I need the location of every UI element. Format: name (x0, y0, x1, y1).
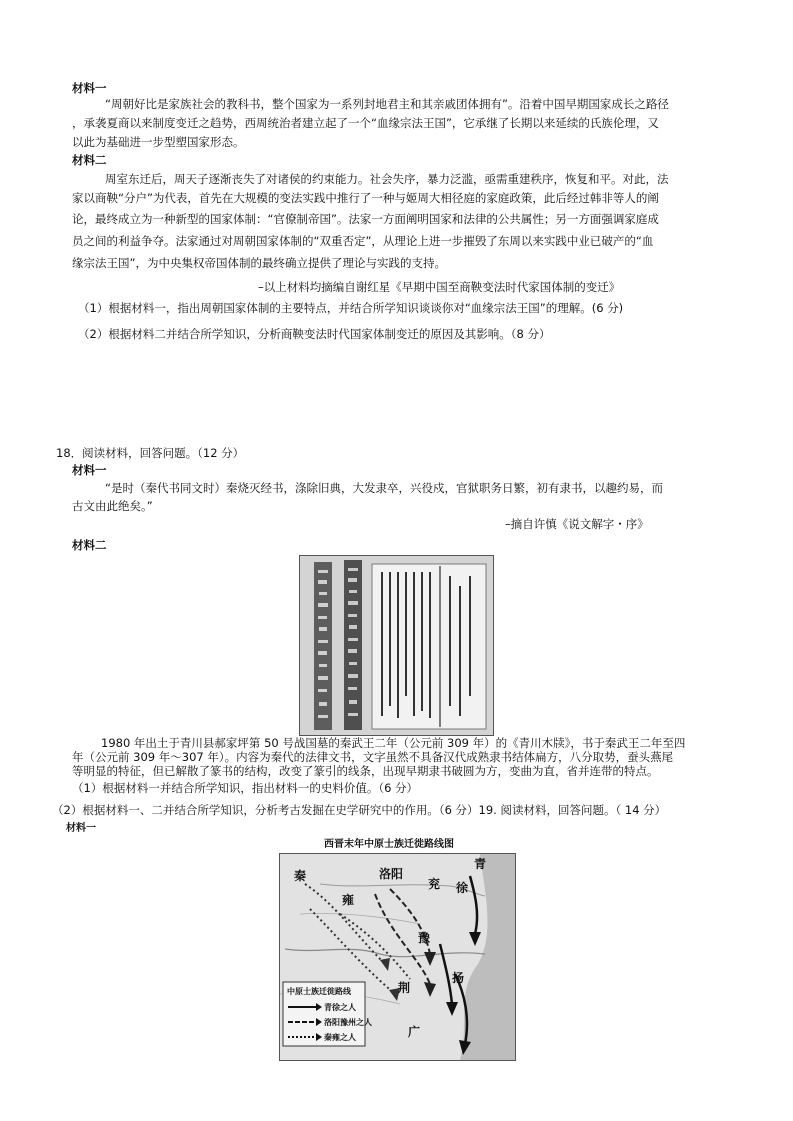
legend-item: 秦雍之人 (324, 1033, 356, 1042)
paragraph-line: 古文由此绝矣。” (72, 499, 153, 513)
map-label: 兖 (428, 877, 441, 891)
material-2-heading: 材料二 (72, 153, 107, 167)
map-label: 豫 (418, 931, 431, 945)
source-citation: –摘自许慎《说文解字・序》 (505, 517, 649, 531)
map-label: 秦 (294, 869, 307, 883)
paragraph-line: “周朝好比是家族社会的教科书，整个国家为一系列封地君主和其亲戚团体拥有”。沿着中国早期国家成长之路径 (105, 97, 669, 111)
map-label: 广 (408, 1025, 421, 1039)
paragraph-line: 论，最终成立为一种新型的国家体制：“官僚制帝国”。法家一方面阐明国家和法律的公共属性；另一方面强调家庭成 (72, 212, 659, 226)
map-label: 徐 (456, 881, 469, 895)
legend-title: 中原士族迁徙路线 (287, 987, 351, 996)
map-label: 青 (474, 857, 487, 871)
paragraph-line: ，承袭夏商以来制度变迁之趋势，西周统治者建立起了一个“血缘宗法王国”，它承继了长期以来延续的氏族伦理，又 (72, 116, 659, 130)
paragraph-line: “是时（秦代书同文时）秦烧灭经书，涤除旧典，大发隶卒，兴役戍，官狱职务日繁，初有隶书，以趣约易，而 (105, 481, 663, 495)
caption-line: 等明显的特征，但已解散了篆书的结构，改变了篆引的线条，出现早期隶书破圆为方，变曲为直，省并连带的特点。 (72, 764, 659, 778)
paragraph-line: 缘宗法王国”，为中央集权帝国体制的最终确立提供了理论与实践的支持。 (72, 256, 446, 270)
migration-map (279, 853, 516, 1061)
question-17-1: （1）根据材料一，指出周朝国家体制的主要特点，并结合所学知识谈谈你对“血缘宗法王国”的理解。(6 分) (78, 301, 624, 315)
question-17-2: （2）根据材料二并结合所学知识，分析商鞅变法时代国家体制变迁的原因及其影响。（8 分） (78, 327, 551, 341)
legend-item: 青徐之人 (324, 1003, 356, 1012)
map-label: 雍 (342, 893, 355, 907)
question-18-heading: 18．阅读材料，回答问题。（12 分） (56, 446, 245, 460)
paragraph-line: 家以商鞅“分户”为代表，首先在大规模的变法实践中推行了一种与姬周大相径庭的家庭政策，此后经过韩非等人的阐 (72, 191, 659, 205)
question-18-2: （2）根据材料一、二并结合所学知识，分析考古发掘在史学研究中的作用。（6 分）19. 阅读材料，回答问题。（ 14 分） (52, 803, 667, 817)
map-label: 扬 (452, 971, 465, 985)
material-1-heading: 材料一 (72, 463, 107, 477)
map-label: 荆 (398, 981, 411, 995)
legend-item: 洛阳豫州之人 (324, 1018, 372, 1027)
caption-line: 1980 年出土于青川县郝家坪第 50 号战国墓的秦武王二年（公元前 309 年）的《青川木牍》，书于秦武王二年至四 (101, 736, 686, 750)
source-citation: –以上材料均摘编自谢红星《早期中国至商鞅变法时代家国体制的变迁》 (258, 280, 621, 294)
material-2-heading: 材料二 (72, 538, 107, 552)
material-1-heading: 材料一 (66, 823, 96, 834)
caption-line: 年（公元前 309 年～307 年）。内容为秦代的法律文书，文字虽然不具备汉代成熟隶书结体扁方，八分取势，蚕头燕尾 (72, 750, 674, 764)
wooden-slips-photo (299, 555, 494, 736)
paragraph-line: 周室东迁后，周天子逐渐丧失了对诸侯的约束能力。社会失序，暴力泛滥，亟需重建秩序，恢复和平。对此，法 (105, 172, 669, 186)
question-18-1: （1）根据材料一并结合所学知识，指出材料一的史料价值。（6 分） (72, 781, 419, 795)
paragraph-line: 以此为基础进一步型塑国家形态。 (72, 135, 245, 149)
material-1-heading: 材料一 (72, 81, 107, 95)
map-title: 西晋末年中原士族迁徙路线图 (324, 839, 454, 850)
paragraph-line: 员之间的利益争夺。法家通过对周朝国家体制的“双重否定”，从理论上进一步摧毁了东周以来实践中业已破产的“血 (72, 234, 654, 248)
map-label: 洛阳 (379, 867, 404, 881)
